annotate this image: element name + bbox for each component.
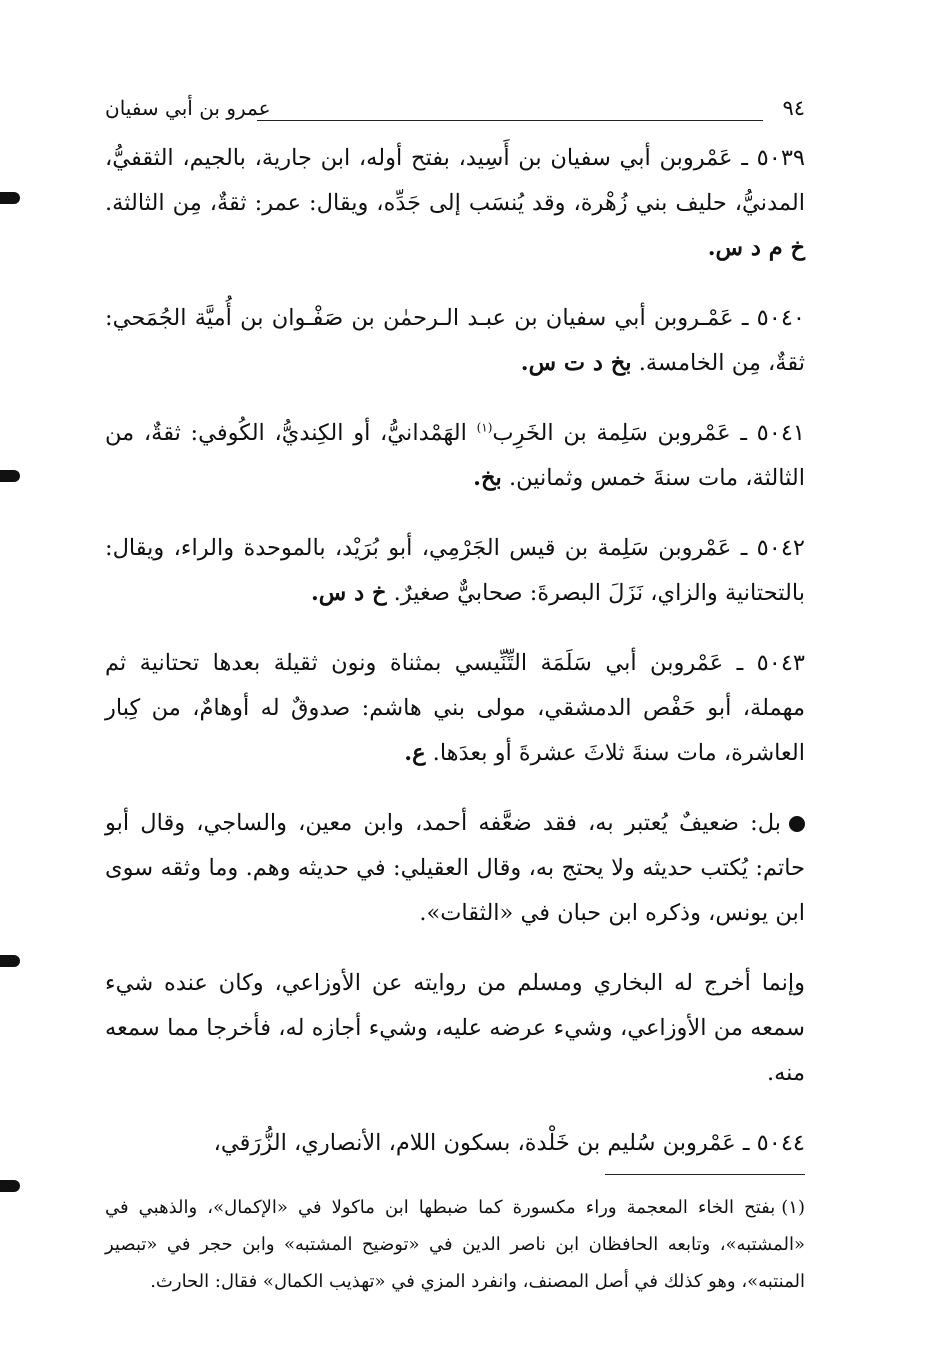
entry-text: عَمْروبن سُليم بن خَلْدة، بسكون اللام، الأنصاري، الزُّرَقي، [213,1130,736,1156]
entry-number: ٥٠٤١ [756,420,805,446]
entry-text: عَمْروبن سَلِمة بن قيس الجَرْمِي، أبو بُرَيْد، بالموحدة والراء، ويقال: بالتحتانية والزاي، نَزَلَ البصرةَ: صحابيٌّ صغيرٌ. [105,535,805,606]
book-page [105,92,805,1300]
entry-codes: بخ د ت س. [520,350,632,376]
page-number: ٩٤ [782,96,805,120]
footnote-reference[interactable]: (١) [476,420,493,435]
entry-separator: ـ [742,1130,750,1156]
entry [105,411,805,501]
biography-entries [105,136,805,1166]
entry-number: ٥٠٤٠ [756,305,805,331]
entry-codes: ع. [404,740,426,766]
entry [105,526,805,616]
page-header [105,92,805,126]
editor-note [105,801,805,936]
footnote-rule [605,1174,805,1175]
editor-note [105,961,805,1096]
bullet-icon [789,816,805,832]
editor-note-text: بل: ضعيفٌ يُعتبر به، فقد ضعَّفه أحمد، وابن معين، والساجي، وقال أبو حاتم: يُكتب حديثه ولا يحتج به، وقال العقيلي: في حديثه وهم. وما وثقه سوى ابن يونس، وذكره ابن حبان في «الثقات». [105,810,805,926]
footnote [105,1189,805,1300]
header-rule [257,120,763,121]
binding-mark [0,470,20,482]
binding-mark [0,1180,20,1192]
entry-number: ٥٠٤٣ [756,650,806,676]
entry-separator: ـ [736,650,744,676]
entry-text: عَمْروبن سَلِمة بن الخَرِب [492,420,731,446]
entry-separator: ـ [741,145,748,171]
binding-mark [0,955,20,967]
entry-separator: ـ [740,535,748,561]
entry-separator: ـ [741,305,749,331]
entry-text: عَمْروبن أبي سفيان بن أَسِيد، بفتح أوله، ابن جارية، بالجيم، الثقفيُّ، المدنيُّ، حليف بني زُهْرة، وقد يُنسَب إلى جَدِّه، ويقال: عمر: ثقةٌ، مِن الثالثة. [105,145,805,216]
entry-codes: بخ. [473,465,502,491]
entry-text: عَمْـروبن أبي سفيان بن عبـد الـرحمٰن بن صَفْـوان بن أُميَّة الجُمَحي: ثقةٌ، مِن الخامسة. [105,305,805,376]
entry-number: ٥٠٤٢ [756,535,806,561]
entry [105,641,805,776]
entry [105,296,805,386]
binding-mark [0,192,20,204]
entry-number: ٥٠٣٩ [756,145,805,171]
running-title: عمرو بن أبي سفيان [105,96,271,120]
entry-text: عَمْروبن أبي سَلَمَة التِّنِّيسي بمثناة ونون ثقيلة بعدها تحتانية ثم مهملة، أبو حَفْص الدمشقي، مولى بني هاشم: صدوقٌ له أوهامٌ، من كِبار العاشرة، مات سنةَ ثلاثَ عشرةَ أو بعدَها. [105,650,805,766]
footnote-mark: (١) [781,1197,805,1218]
entry-number: ٥٠٤٤ [756,1130,805,1156]
footnote-text: بفتح الخاء المعجمة وراء مكسورة كما ضبطها ابن ماكولا في «الإكمال»، والذهبي في «المشتبه»، وتابعه الحافظان ابن ناصر الدين في «توضيح المشتبه» وابن حجر في «تبصير المنتبه»، وهو كذلك في أصل المصنف، وانفرد المزي في «تهذيب الكمال» فقال: الحارث. [105,1197,805,1292]
entry-codes: خ د س. [310,580,387,606]
entry [105,1121,805,1166]
entry [105,136,805,271]
entry-separator: ـ [740,420,747,446]
entry-codes: خ م د س. [707,235,805,261]
editor-note-text: وإنما أخرج له البخاري ومسلم من روايته عن الأوزاعي، وكان عنده شيء سمعه من الأوزاعي، وشيء عرضه عليه، وشيء أجازه له، فأخرجا مما سمعه منه. [105,970,805,1086]
entry-text: الهَمْدانيُّ، أو الكِنديُّ، الكُوفي: ثقةٌ، من الثالثة، مات سنةَ خمس وثمانين. [105,420,805,491]
